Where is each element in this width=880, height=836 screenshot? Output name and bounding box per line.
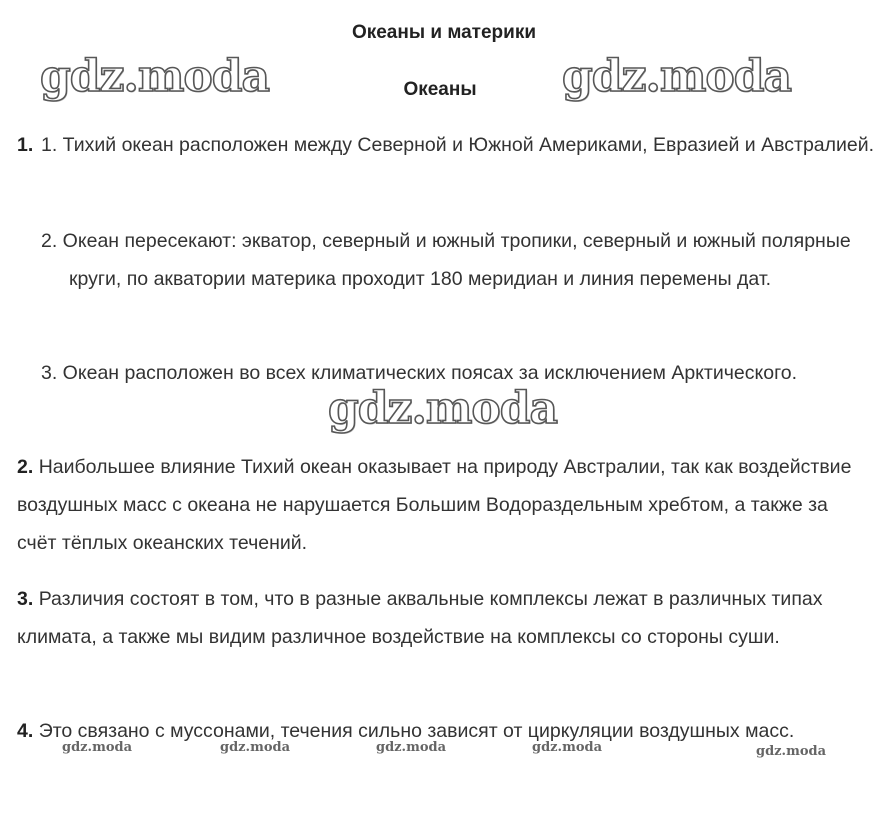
watermark-logo: gdz.moda bbox=[40, 51, 270, 102]
watermark-small: gdz.moda bbox=[532, 740, 603, 755]
answer-1-item-3: 3. Океан расположен во всех климатических поясах за исключением Арктического. bbox=[41, 362, 798, 384]
watermark-logo: gdz.moda bbox=[328, 383, 558, 434]
answer-1-item-2: 2. Океан пересекают: экватор, северный и южный тропики, северный и южный полярные круги, по акватории материка проходит 180 меридиан и линия перемены дат. bbox=[41, 230, 851, 290]
answer-2-number: 2. bbox=[17, 456, 34, 478]
answer-3 bbox=[17, 580, 867, 656]
answer-3-number: 3. bbox=[17, 588, 34, 610]
watermark-small: gdz.moda bbox=[62, 740, 133, 755]
answer-3-text: Различия состоят в том, что в разные аквальные комплексы лежат в различных типах климата, а также мы видим различное воздействие на комплексы со стороны суши. bbox=[17, 588, 823, 648]
watermark-small: gdz.moda bbox=[220, 740, 291, 755]
answer-4-text: Это связано с муссонами, течения сильно зависят от циркуляции воздушных масс. bbox=[38, 720, 795, 742]
page-title: Океаны и материки bbox=[351, 22, 537, 43]
answer-1-number: 1. bbox=[17, 134, 34, 156]
section-title: Океаны bbox=[403, 79, 477, 100]
answer-4-number: 4. bbox=[17, 720, 34, 742]
answer-1-item-1: 1. Тихий океан расположен между Северной и Южной Америками, Евразией и Австралией. bbox=[41, 134, 875, 156]
watermark-small: gdz.moda bbox=[756, 744, 827, 759]
answer-2 bbox=[17, 448, 867, 562]
watermark-small: gdz.moda bbox=[376, 740, 447, 755]
watermark-logo: gdz.moda bbox=[562, 51, 792, 102]
answer-2-text: Наибольшее влияние Тихий океан оказывает на природу Австралии, так как воздействие воздушных масс с океана не нарушается Большим Водораздельным хребтом, а также за счёт тёплых океанских течений. bbox=[17, 456, 852, 554]
